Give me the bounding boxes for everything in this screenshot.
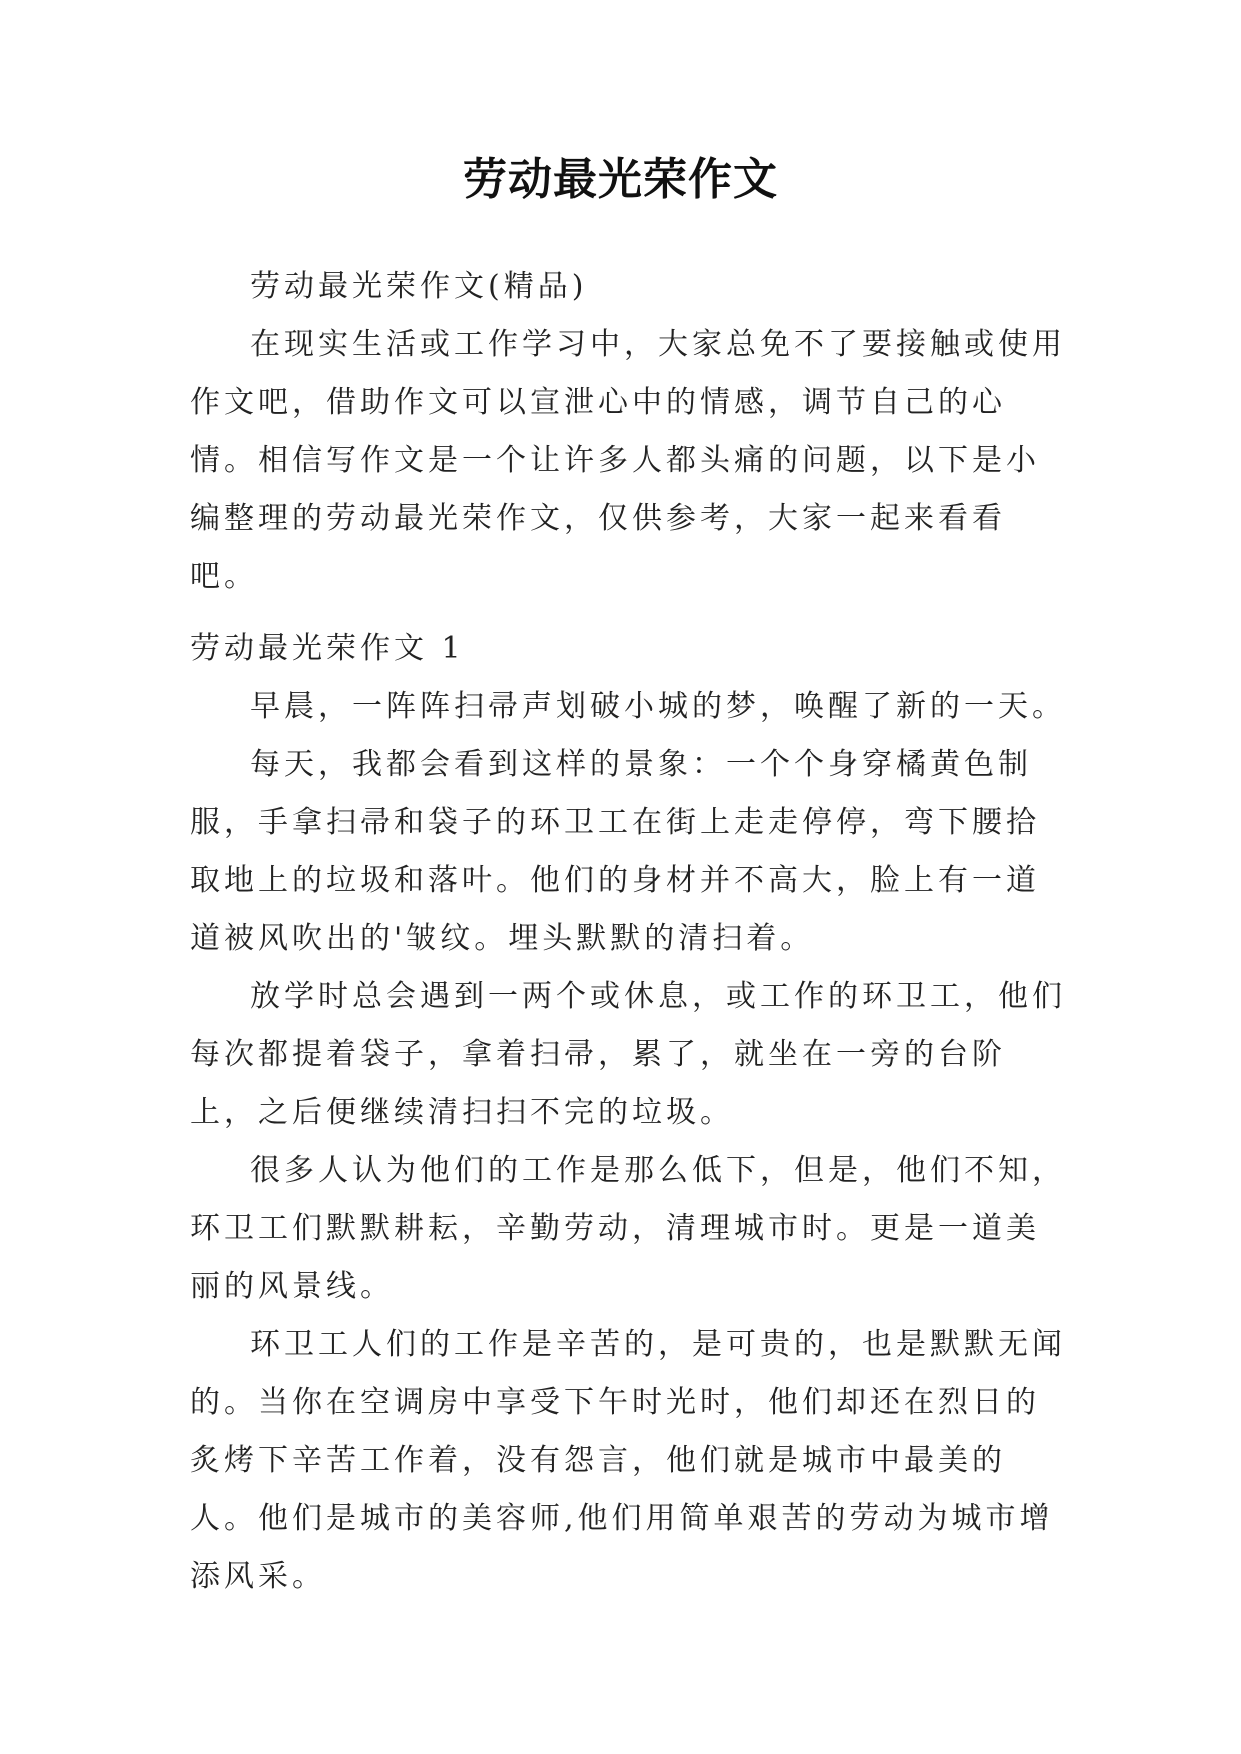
- essay-section: [190, 620, 1070, 1606]
- intro-paragraph: 在现实生活或工作学习中，大家总免不了要接触或使用作文吧，借助作文可以宣泄心中的情感，调节自己的心情。相信写作文是一个让许多人都头痛的问题，以下是小编整理的劳动最光荣作文，仅供参考，大家一起来看看吧。: [190, 327, 1066, 594]
- section-paragraph-2: 每天，我都会看到这样的景象：一个个身穿橘黄色制服，手拿扫帚和袋子的环卫工在街上走走停停，弯下腰拾取地上的垃圾和落叶。他们的身材并不高大，脸上有一道道被风吹出的'皱纹。埋头默默的清扫着。: [190, 747, 1040, 956]
- section-paragraph-4: 很多人认为他们的工作是那么低下，但是，他们不知，环卫工们默默耕耘，辛勤劳动，清理城市时。更是一道美丽的风景线。: [190, 1153, 1066, 1304]
- intro-subtitle: 劳动最光荣作文(精品): [250, 269, 588, 304]
- section-heading: 劳动最光荣作文 1: [190, 631, 465, 666]
- section-paragraph-5: 环卫工人们的工作是辛苦的，是可贵的，也是默默无闻的。当你在空调房中享受下午时光时，他们却还在烈日的炙烤下辛苦工作着，没有怨言，他们就是城市中最美的人。他们是城市的美容师,他们用简单艰苦的劳动为城市增添风采。: [190, 1327, 1066, 1594]
- intro-block: [190, 258, 1070, 606]
- section-paragraph-3: 放学时总会遇到一两个或休息，或工作的环卫工，他们每次都提着袋子，拿着扫帚，累了，就坐在一旁的台阶上，之后便继续清扫扫不完的垃圾。: [190, 979, 1066, 1130]
- document-title: 劳动最光荣作文: [463, 154, 778, 205]
- section-paragraph-1: 早晨，一阵阵扫帚声划破小城的梦，唤醒了新的一天。: [250, 689, 1066, 724]
